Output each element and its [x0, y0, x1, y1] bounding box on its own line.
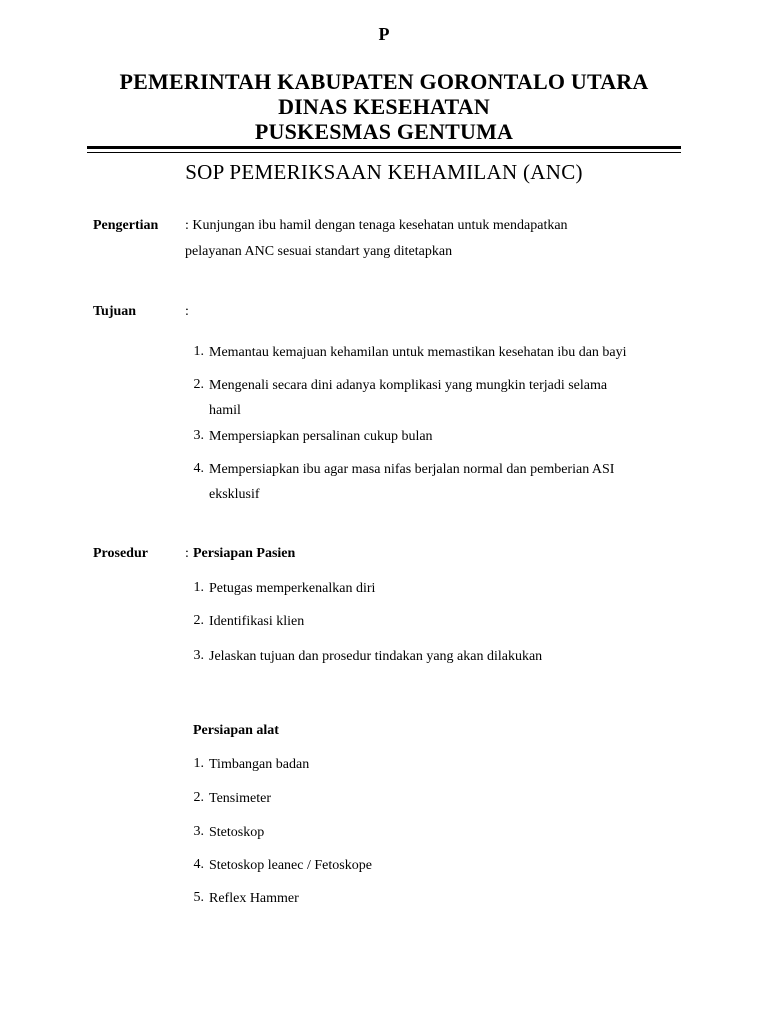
pasien-item: Jelaskan tujuan dan prosedur tindakan yang akan dilakukan	[209, 649, 543, 664]
org-department: DINAS KESEHATAN	[278, 94, 490, 119]
pengertian-label: Pengertian	[93, 218, 159, 233]
tujuan-item-number: 4.	[193, 461, 204, 476]
alat-item: Stetoskop	[209, 825, 265, 840]
header-divider-thin	[87, 152, 681, 153]
alat-item-number: 5.	[193, 890, 204, 905]
prosedur-colon: :	[185, 546, 189, 561]
pasien-item-number: 1.	[193, 580, 204, 595]
header-divider-thick	[87, 146, 681, 149]
pengertian-text-line2: pelayanan ANC sesuai standart yang ditetapkan	[185, 244, 453, 259]
alat-item-number: 4.	[193, 857, 204, 872]
org-government: PEMERINTAH KABUPATEN GORONTALO UTARA	[119, 69, 649, 94]
tujuan-label: Tujuan	[93, 304, 137, 319]
alat-item-number: 1.	[193, 756, 204, 771]
tujuan-item-continuation: hamil	[209, 403, 241, 418]
tujuan-item: Memantau kemajuan kehamilan untuk memastikan kesehatan ibu dan bayi	[209, 345, 627, 360]
tujuan-item: Mempersiapkan ibu agar masa nifas berjalan normal dan pemberian ASI	[209, 462, 615, 477]
tujuan-item: Mengenali secara dini adanya komplikasi yang mungkin terjadi selama	[209, 378, 608, 393]
pasien-item-number: 3.	[193, 648, 204, 663]
page-letter: P	[378, 24, 390, 44]
alat-item: Timbangan badan	[209, 757, 310, 772]
org-puskesmas: PUSKESMAS GENTUMA	[254, 119, 514, 144]
tujuan-item-continuation: eksklusif	[209, 487, 260, 502]
tujuan-item: Mempersiapkan persalinan cukup bulan	[209, 429, 433, 444]
tujuan-item-number: 3.	[193, 428, 204, 443]
page-title: SOP PEMERIKSAAN KEHAMILAN (ANC)	[185, 160, 583, 184]
alat-item-number: 2.	[193, 790, 204, 805]
tujuan-item-number: 2.	[193, 377, 204, 392]
alat-item: Stetoskop leanec / Fetoskope	[209, 858, 372, 873]
alat-item: Reflex Hammer	[209, 891, 299, 906]
pasien-item: Identifikasi klien	[209, 614, 305, 629]
tujuan-item-number: 1.	[193, 344, 204, 359]
alat-item-number: 3.	[193, 824, 204, 839]
pengertian-text-line1: : Kunjungan ibu hamil dengan tenaga kesehatan untuk mendapatkan	[185, 218, 568, 233]
alat-item: Tensimeter	[209, 791, 271, 806]
persiapan-pasien-heading: Persiapan Pasien	[193, 546, 296, 561]
pasien-item: Petugas memperkenalkan diri	[209, 581, 376, 596]
tujuan-colon: :	[185, 304, 189, 319]
pasien-item-number: 2.	[193, 613, 204, 628]
prosedur-label: Prosedur	[93, 546, 148, 561]
persiapan-alat-heading: Persiapan alat	[193, 723, 279, 738]
